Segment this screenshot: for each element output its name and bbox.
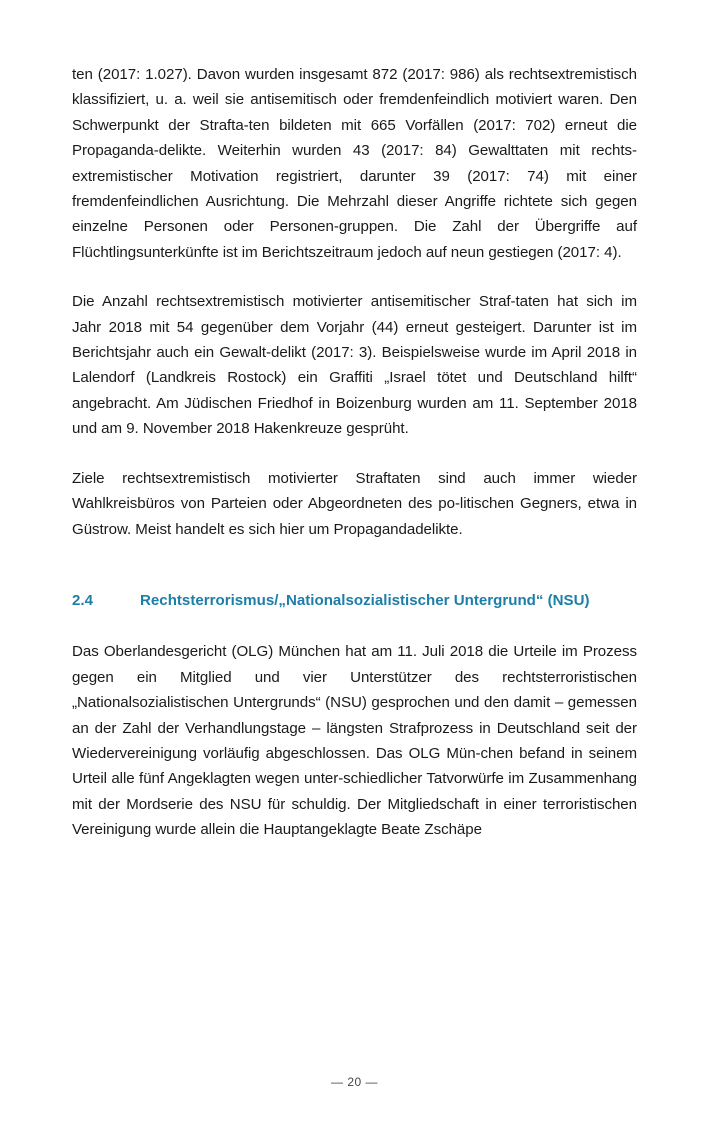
page-footer: — 20 — [330, 1075, 378, 1089]
paragraph: ten (2017: 1.027). Davon wurden insgesamt 872 (2017: 986) als rechtsextremistisch klassifiziert, u. a. weil sie antisemitisch oder fremdenfeindlich motiviert waren. Den Schwerpunkt der Strafta-ten bildeten mit 665 Vorfällen (2017: 702) erneut die Propaganda-delikte. Weiterhin wurden 43 (2017: 84) Gewalttaten mit rechts-extremistischer Motivation registriert, darunter 39 (2017: 74) mit einer fremdenfeindlichen Ausrichtung. Die Mehrzahl dieser Angriffe richtete sich gegen einzelne Personen oder Personen-gruppen. Die Zahl der Übergriffe auf Flüchtlingsunterkünfte ist im Berichtszeitraum jedoch auf neun gestiegen (2017: 4). [72, 66, 637, 261]
section-number: 2.4 [72, 591, 93, 609]
paragraph: Das Oberlandesgericht (OLG) München hat am 11. Juli 2018 die Urteile im Prozess gegen ein Mitglied und vier Unterstützer des rechtsterroristischen „Nationalsozialistischen Untergrunds“ (NSU) gesprochen und den damit – gemessen an der Zahl der Verhandlungstage – längsten Strafprozess in Deutschland seit der Wiedervereinigung vorläufig abgeschlossen. Das OLG Mün-chen befand in seinem Urteil alle fünf Angeklagten wegen unter-schiedlicher Tatvorwürfe im Zusammenhang mit der Mordserie des NSU für schuldig. Der Mitgliedschaft in einer terroristischen Vereinigung wurde allein die Hauptangeklagte Beate Zschäpe [72, 643, 637, 839]
paragraph: Die Anzahl rechtsextremistisch motivierter antisemitischer Straf-taten hat sich im Jahr 2018 mit 54 gegenüber dem Vorjahr (44) erneut gesteigert. Darunter ist im Berichtsjahr auch ein Gewalt-delikt (2017: 3). Beispielsweise wurde im April 2018 in Lalendorf (Landkreis Rostock) ein Graffiti „Israel tötet und Deutschland hilft“ angebracht. Am Jüdischen Friedhof in Boizenburg wurden am 11. September 2018 und am 9. November 2018 Hakenkreuze gesprüht. [72, 293, 637, 438]
paragraph: Ziele rechtsextremistisch motivierter Straftaten sind auch immer wieder Wahlkreisbüros von Parteien oder Abgeordneten des po-litischen Gegners, etwa in Güstrow. Meist handelt es sich hier um Propagandadelikte. [72, 469, 637, 538]
section-heading [72, 588, 637, 613]
section-title: Rechtsterrorismus/„Nationalsozialistischer Untergrund“ (NSU) [140, 591, 590, 609]
